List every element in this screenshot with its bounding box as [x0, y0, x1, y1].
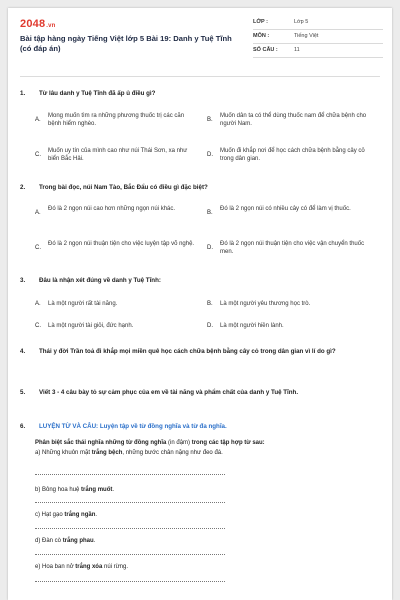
sentence-text: , những bước chân nặng như đeo đá. — [122, 450, 223, 456]
sentence-text: . — [112, 487, 115, 493]
worksheet-header — [8, 8, 392, 70]
meta-value: Tiếng Việt — [294, 33, 319, 39]
question-text: Trong bài đọc, núi Nam Tào, Bắc Đẩu có điều gì đặc biệt? — [39, 184, 208, 191]
sentence-text: . — [95, 512, 98, 518]
sentence-keyword: trắng ngần — [64, 512, 96, 518]
sentence-keyword: trắng bệch — [91, 450, 123, 456]
sentence-b — [35, 486, 114, 494]
option-text: Là một người tài giỏi, đức hạnh. — [48, 323, 134, 329]
sentence-text: núi rừng. — [102, 564, 129, 570]
question-text: Viết 3 - 4 câu bày tỏ sự cảm phục của em về tài năng và phẩm chất của danh y Tuệ Tĩnh. — [39, 389, 299, 396]
sentence-d — [35, 537, 95, 545]
sentence-text: e) Hoa ban nở — [35, 564, 76, 570]
option-text: Muốn dân ta có thể dùng thuốc nam để chữa bệnh cho người Nam. — [220, 113, 367, 128]
logo-suffix: .vn — [46, 23, 56, 29]
meta-key: MÔN : — [253, 33, 270, 39]
option-letter: C. — [35, 245, 41, 251]
question-number: 5. — [20, 389, 26, 396]
logo-text: 2048 — [20, 18, 46, 30]
answer-line-c[interactable] — [35, 528, 225, 530]
meta-value: Lớp 5 — [294, 19, 309, 25]
question-number: 6. — [20, 423, 26, 430]
meta-key: LỚP : — [253, 19, 268, 25]
option-text: Muốn đi khắp nơi để học cách chữa bệnh bằng cây cỏ trong dân gian. — [220, 148, 365, 163]
option-letter: D. — [207, 323, 213, 329]
option-letter: B. — [207, 117, 213, 123]
sentence-keyword: trắng xóa — [75, 564, 103, 570]
meta-row-grade — [253, 16, 383, 30]
document-title: Bài tập hàng ngày Tiếng Việt lớp 5 Bài 19: Danh y Tuệ Tĩnh (có đáp án) — [20, 34, 232, 53]
meta-row-count — [253, 44, 383, 58]
option-text: Là một người hiền lành. — [220, 323, 284, 329]
option-letter: A. — [35, 301, 41, 307]
sentence-text: d) Đàn cò — [35, 538, 63, 544]
answer-line-e[interactable] — [35, 581, 225, 583]
question-number: 4. — [20, 348, 26, 355]
question-text: Đâu là nhận xét đúng về danh y Tuệ Tĩnh: — [39, 277, 161, 284]
option-letter: C. — [35, 152, 41, 158]
option-letter: C. — [35, 323, 41, 329]
question-text: LUYỆN TỪ VÀ CÂU: Luyện tập về từ đồng nghĩa và từ đa nghĩa. — [39, 423, 227, 430]
option-text: Đó là 2 ngọn núi thuận tiện cho việc luyện tập võ nghệ. — [48, 241, 195, 247]
sentence-e — [35, 563, 128, 571]
question-number: 3. — [20, 277, 26, 284]
option-letter: A. — [35, 117, 41, 123]
option-letter: B. — [207, 210, 213, 216]
option-letter: A. — [35, 210, 41, 216]
option-letter: D. — [207, 245, 213, 251]
option-text: Mong muốn tìm ra những phương thuốc trị các căn bệnh hiểm nghèo. — [48, 113, 185, 128]
option-letter: D. — [207, 152, 213, 158]
instruction-part: (in đậm) — [166, 440, 192, 446]
question-number: 2. — [20, 184, 26, 191]
instruction-part: Phân biệt sắc thái nghĩa những từ đồng nghĩa — [35, 440, 167, 446]
exercise-instruction — [35, 439, 365, 447]
instruction-part: trong các tập hợp từ sau: — [191, 440, 265, 446]
site-logo[interactable] — [20, 18, 56, 30]
sentence-c — [35, 511, 97, 519]
sentence-text: . — [93, 538, 96, 544]
option-text: Đó là 2 ngọn núi cao hơn những ngọn núi khác. — [48, 206, 176, 212]
sentence-text: c) Hạt gạo — [35, 512, 65, 518]
question-text: Từ lâu danh y Tuệ Tĩnh đã ấp ủ điều gì? — [39, 90, 156, 97]
option-text: Đó là 2 ngọn núi thuận tiện cho việc vận chuyển thuốc men. — [220, 241, 365, 256]
option-letter: B. — [207, 301, 213, 307]
header-divider — [20, 76, 380, 77]
option-text: Muốn uy tín của mình cao như núi Thái Sơn, xa như biển Bắc Hải. — [48, 148, 188, 163]
question-text: Thái y đời Trần toả đi khắp mọi miền quê học cách chữa bệnh bằng cây cỏ trong dân gian vì lí do gì? — [39, 348, 336, 355]
sentence-keyword: trắng muốt — [81, 487, 113, 493]
worksheet-page — [8, 8, 392, 600]
option-text: Là một người rất tài năng. — [48, 301, 118, 307]
option-text: Là một người yêu thương học trò. — [220, 301, 311, 307]
option-text: Đó là 2 ngọn núi có nhiều cây có để làm vị thuốc. — [220, 206, 351, 212]
meta-row-subject — [253, 30, 383, 44]
sentence-text: b) Bông hoa huệ — [35, 487, 82, 493]
answer-line-d[interactable] — [35, 554, 225, 556]
answer-line-a[interactable] — [35, 474, 225, 476]
sentence-keyword: trắng phau — [62, 538, 94, 544]
meta-table — [253, 16, 383, 58]
sentence-text: a) Những khuôn mặt — [35, 450, 92, 456]
question-number: 1. — [20, 90, 26, 97]
meta-key: SỐ CÂU : — [253, 47, 278, 53]
meta-value: 11 — [294, 47, 300, 53]
sentence-a — [35, 449, 223, 457]
answer-line-b[interactable] — [35, 502, 225, 504]
